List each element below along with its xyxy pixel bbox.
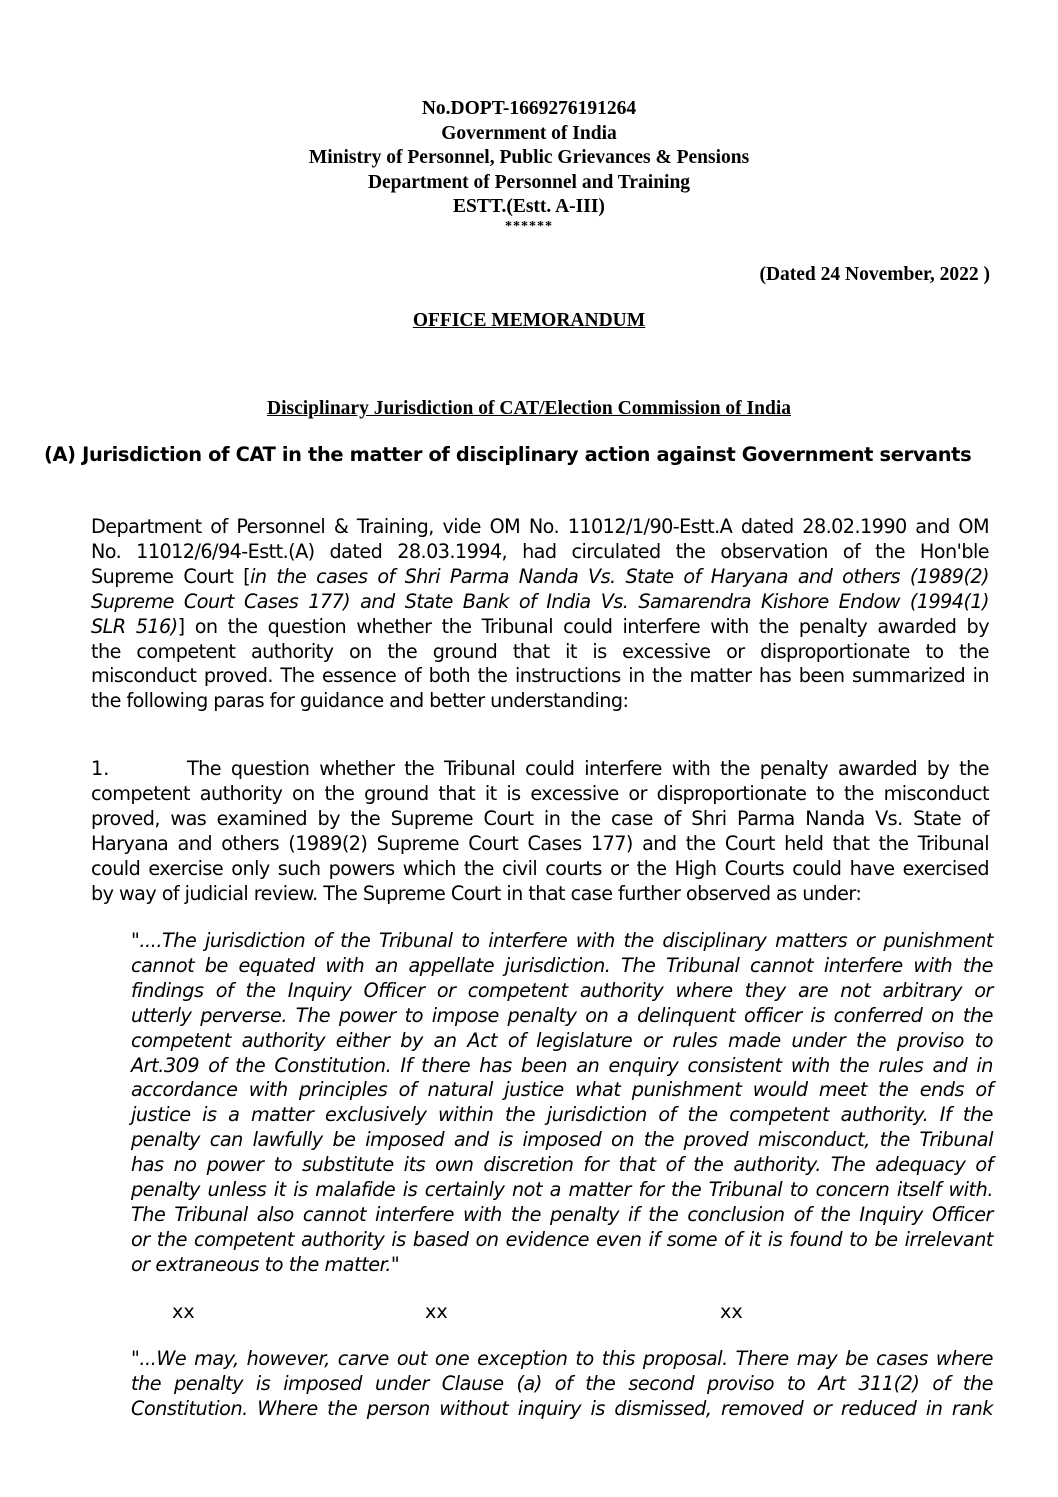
paragraph-line: proved, was examined by the Supreme Court in the case of Shri Parma Nanda Vs. State of: [91, 806, 989, 830]
paragraph-line: Haryana and others (1989(2) Supreme Court Cases 177) and the Court held that the Tribunal: [91, 831, 989, 855]
memo-date: (Dated 24 November, 2022 ): [759, 264, 990, 285]
court-quote-1: [131, 929, 993, 1278]
quote-line: justice is a matter exclusively within the jurisdiction of the competent authority. If the: [131, 1103, 993, 1127]
intro-line: the following paras for guidance and better understanding:: [91, 689, 629, 713]
quote-line: or the competent authority is based on evidence even if some of it is found to be irrelevant: [131, 1227, 993, 1251]
department-name: Department of Personnel and Training: [367, 171, 691, 193]
paragraph-line: by way of judicial review. The Supreme Court in that case further observed as under:: [91, 881, 862, 905]
quote-line: the penalty is imposed under Clause (a) of the second proviso to Art 311(2) of the: [131, 1371, 993, 1395]
memo-subject: Disciplinary Jurisdiction of CAT/Election Commission of India: [266, 398, 791, 419]
quote-line: cannot be equated with an appellate jurisdiction. The Tribunal cannot interfere with the: [131, 953, 993, 977]
intro-line: Supreme Court [in the cases of Shri Parma Nanda Vs. State of Haryana and others (1989(2): [91, 564, 989, 588]
quote-line: competent authority either by an Act of legislature or rules made under the proviso to: [131, 1028, 993, 1052]
quote-line: Constitution. Where the person without inquiry is dismissed, removed or reduced in rank: [131, 1396, 993, 1420]
intro-line: the competent authority on the ground that it is excessive or disproportionate to the: [91, 639, 989, 663]
government-name: Government of India: [441, 122, 617, 144]
paragraph-number: 1.: [91, 757, 110, 780]
intro-line: Supreme Court Cases 177) and State Bank of India Vs. Samarendra Kishore Endow (1994(1): [91, 589, 989, 613]
document-header: [0, 97, 1058, 234]
header-stars: ******: [505, 218, 553, 234]
quote-line: penalty unless it is malafide is certainly not a matter for the Tribunal to concern itself with.: [131, 1178, 993, 1202]
intro-line: Department of Personnel & Training, vide OM No. 11012/1/90-Estt.A dated 28.02.1990 and OM: [91, 515, 989, 538]
intro-line: misconduct proved. The essence of both the instructions in the matter has been summarized in: [91, 664, 989, 688]
paragraph-1: [91, 757, 989, 906]
quote-line: "...We may, however, carve out one exception to this proposal. There may be cases where: [131, 1347, 993, 1370]
quote-line: penalty can lawfully be imposed and is imposed on the proved misconduct, the Tribunal: [131, 1128, 993, 1152]
section-a-heading: (A) Jurisdiction of CAT in the matter of disciplinary action against Government servants: [44, 443, 972, 466]
reference-number: No.DOPT-1669276191264: [421, 98, 637, 119]
quote-line: "....The jurisdiction of the Tribunal to interfere with the disciplinary matters or punishment: [131, 929, 993, 952]
paragraph-line: The question whether the Tribunal could interfere with the penalty awarded by the: [187, 757, 989, 780]
quote-line: accordance with principles of natural justice what punishment would meet the ends of: [131, 1078, 993, 1102]
quote-line: Art.309 of the Constitution. If there has been an enquiry consistent with the rules and in: [131, 1053, 993, 1077]
ministry-name: Ministry of Personnel, Public Grievances & Pensions: [308, 147, 750, 169]
quote-line: or extraneous to the matter.": [131, 1252, 400, 1276]
intro-line: No. 11012/6/94-Estt.(A) dated 28.03.1994, had circulated the observation of the Hon'ble: [91, 539, 989, 563]
intro-line: SLR 516)] on the question whether the Tribunal could interfere with the penalty awarded by: [91, 614, 989, 638]
quote-line: has no power to substitute its own discretion for that of the authority. The adequacy of: [131, 1153, 993, 1177]
paragraph-line: competent authority on the ground that it is excessive or disproportionate to the misconduct: [91, 781, 989, 805]
paragraph-line: could exercise only such powers which the civil courts or the High Courts could have exercised: [91, 856, 989, 880]
quote-line: utterly perverse. The power to impose penalty on a delinquent officer is conferred on the: [131, 1003, 993, 1027]
quote-line: The Tribunal also cannot interfere with the penalty if the conclusion of the Inquiry Officer: [131, 1202, 993, 1226]
section-name: ESTT.(Estt. A-III): [453, 196, 605, 218]
intro-paragraph: [91, 515, 989, 714]
court-quote-2: [131, 1347, 993, 1422]
separator-mark: xx: [172, 1300, 195, 1323]
quote-line: findings of the Inquiry Officer or competent authority where they are not arbitrary or: [131, 978, 993, 1002]
separator-mark: xx: [720, 1300, 743, 1323]
memo-title: OFFICE MEMORANDUM: [412, 310, 646, 331]
separator-mark: xx: [425, 1300, 448, 1323]
